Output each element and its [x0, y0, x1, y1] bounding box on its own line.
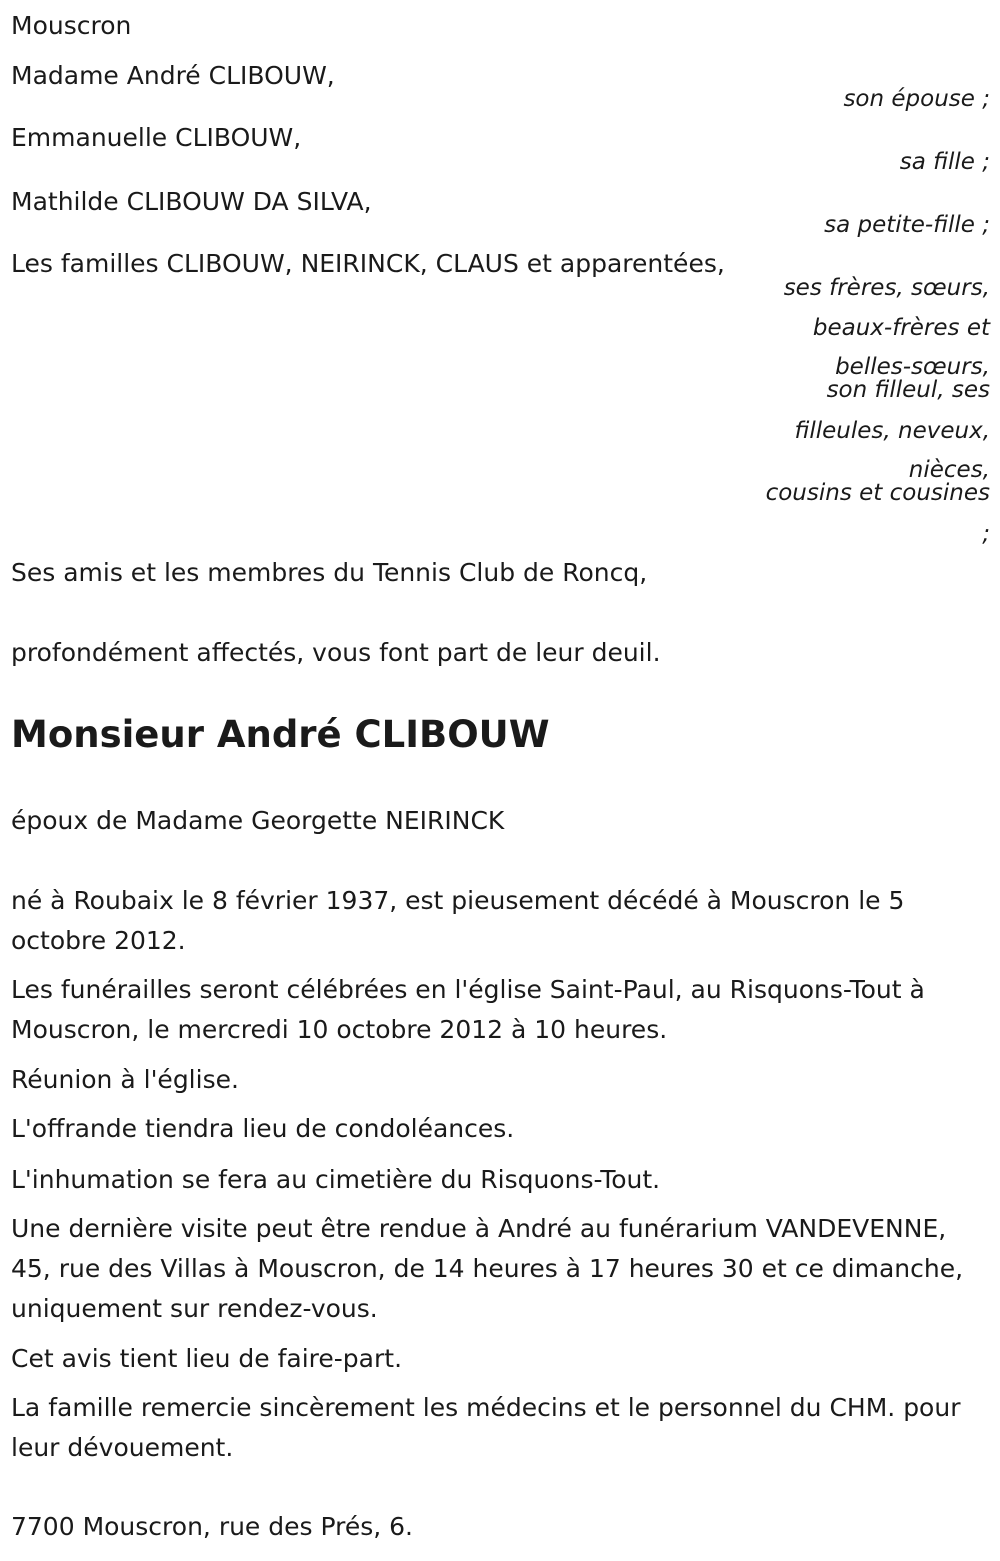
funeral-paragraph: Les funérailles seront célébrées en l'église Saint-Paul, au Risquons-Tout à Mouscron, le mercredi 10 octobre 2012 à 10 heures.: [11, 975, 925, 1044]
family-member-name: Les familles CLIBOUW, NEIRINCK, CLAUS et apparentées,: [11, 249, 725, 278]
announcement-line: profondément affectés, vous font part de leur deuil.: [11, 638, 661, 667]
offering-line: L'offrande tiendra lieu de condoléances.: [11, 1114, 515, 1143]
family-member-relation: sa petite-fille ;: [824, 212, 990, 238]
city-heading: Mouscron: [11, 11, 132, 40]
family-member-name: Madame André CLIBOUW,: [11, 61, 335, 90]
notice-line: Cet avis tient lieu de faire-part.: [11, 1344, 403, 1373]
family-relation-line: ses frères, sœurs,: [783, 275, 990, 301]
family-member-relation: son épouse ;: [843, 86, 990, 112]
burial-line: L'inhumation se fera au cimetière du Risquons-Tout.: [11, 1165, 661, 1194]
family-relation-line: filleules, neveux,: [794, 418, 990, 444]
spouse-line: époux de Madame Georgette NEIRINCK: [11, 806, 505, 835]
family-relation-line: cousins et cousines: [765, 480, 990, 506]
meeting-line: Réunion à l'église.: [11, 1065, 239, 1094]
thanks-paragraph: La famille remercie sincèrement les médecins et le personnel du CHM. pour leur dévouement.: [11, 1393, 961, 1462]
family-relation-line: belles-sœurs,: [835, 354, 990, 380]
family-relation-line: beaux-frères et: [812, 315, 990, 341]
address-line: 7700 Mouscron, rue des Prés, 6.: [11, 1512, 414, 1541]
family-relation-line: ;: [982, 521, 990, 547]
deceased-name: Monsieur André CLIBOUW: [11, 713, 550, 756]
family-relation-line: son filleul, ses: [826, 377, 990, 403]
family-member-name: Emmanuelle CLIBOUW,: [11, 123, 302, 152]
visit-paragraph: Une dernière visite peut être rendue à André au funérarium VANDEVENNE, 45, rue des Villas à Mouscron, de 14 heures à 17 heures 30 et ce dimanche, uniquement sur rendez-vous.: [11, 1214, 964, 1323]
family-relation-line: nièces,: [908, 457, 990, 483]
family-member-relation: sa fille ;: [899, 149, 990, 175]
family-member-name: Mathilde CLIBOUW DA SILVA,: [11, 187, 372, 216]
friends-line: Ses amis et les membres du Tennis Club de Roncq,: [11, 558, 648, 587]
birth-death-paragraph: né à Roubaix le 8 février 1937, est pieusement décédé à Mouscron le 5 octobre 2012.: [11, 886, 905, 955]
